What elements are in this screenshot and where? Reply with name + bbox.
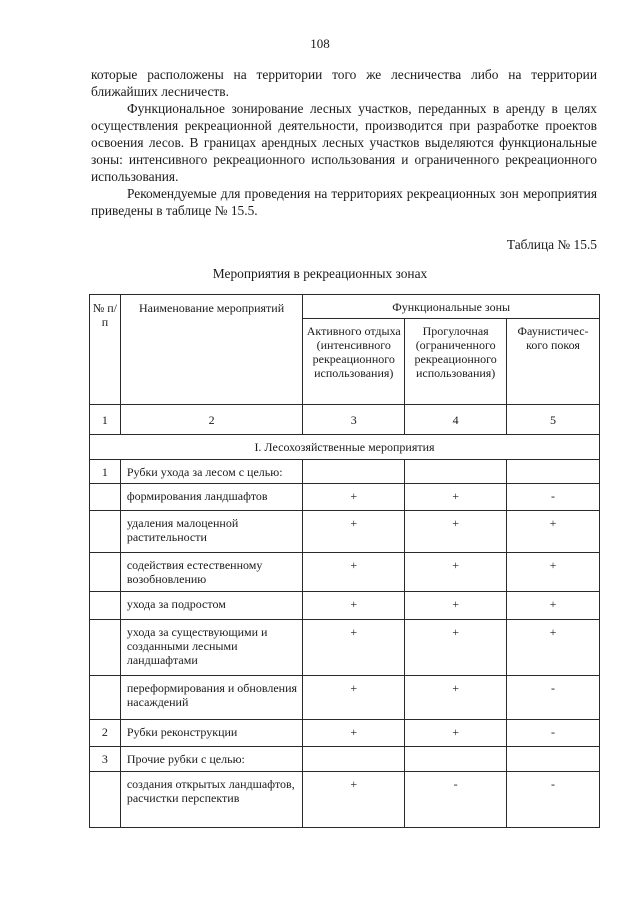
row-zone-fauna: -: [507, 720, 600, 747]
row-zone-active: +: [303, 772, 405, 828]
paragraph-recommendation: Рекомендуемые для проведения на территориях рекреационных зон мероприятия приведены в таблице № 15.5.: [91, 186, 597, 218]
column-number: 1: [90, 405, 121, 435]
row-zone-fauna: +: [507, 592, 600, 620]
row-zone-active: +: [303, 553, 405, 592]
row-name: создания открытых ландшафтов, расчистки перспектив: [120, 772, 302, 828]
row-zone-fauna: +: [507, 553, 600, 592]
measures-table: [89, 294, 600, 828]
header-zones: Функциональные зоны: [303, 295, 600, 319]
row-zone-fauna: +: [507, 511, 600, 553]
row-num: [90, 592, 121, 620]
row-name: Рубки реконструкции: [120, 720, 302, 747]
row-name: переформирования и обновления насаждений: [120, 676, 302, 720]
header-num: № п/п: [90, 295, 121, 405]
column-number: 5: [507, 405, 600, 435]
row-zone-walking: +: [405, 511, 507, 553]
row-zone-walking: [405, 747, 507, 772]
row-zone-fauna: [507, 460, 600, 484]
row-num: [90, 772, 121, 828]
row-zone-walking: +: [405, 620, 507, 676]
column-number: 4: [405, 405, 507, 435]
row-num: [90, 676, 121, 720]
column-numbering-row: [90, 405, 600, 435]
row-num: [90, 511, 121, 553]
row-zone-walking: -: [405, 772, 507, 828]
table-row: [90, 460, 600, 484]
row-name: Рубки ухода за лесом с целью:: [120, 460, 302, 484]
paragraph-continuation: которые расположены на территории того же лесничества либо на территории ближайших лесничеств.: [91, 67, 597, 99]
row-name: ухода за подростом: [120, 592, 302, 620]
header-zone-fauna: Фаунистичес-кого покоя: [507, 319, 600, 405]
row-zone-walking: +: [405, 592, 507, 620]
row-num: 2: [90, 720, 121, 747]
section-row: [90, 435, 600, 460]
row-zone-active: [303, 747, 405, 772]
header-zone-walking: Прогулочная (ограниченного рекреационного использования): [405, 319, 507, 405]
table-row: [90, 747, 600, 772]
row-num: [90, 620, 121, 676]
row-num: 1: [90, 460, 121, 484]
row-zone-active: [303, 460, 405, 484]
body-text: [91, 66, 597, 219]
table-row: [90, 592, 600, 620]
row-zone-active: +: [303, 620, 405, 676]
row-zone-fauna: [507, 747, 600, 772]
table-row: [90, 511, 600, 553]
table-label: Таблица № 15.5: [506, 237, 597, 252]
row-zone-fauna: +: [507, 620, 600, 676]
row-name: содействия естественному возобновлению: [120, 553, 302, 592]
row-zone-walking: +: [405, 553, 507, 592]
row-num: 3: [90, 747, 121, 772]
row-zone-walking: [405, 460, 507, 484]
row-zone-walking: +: [405, 720, 507, 747]
header-zone-active: Активного отдыха (интенсивного рекреационного использования): [303, 319, 405, 405]
column-number: 2: [120, 405, 302, 435]
row-zone-active: +: [303, 484, 405, 511]
row-zone-active: +: [303, 676, 405, 720]
table-row: [90, 620, 600, 676]
table-row: [90, 720, 600, 747]
row-zone-fauna: -: [507, 772, 600, 828]
row-num: [90, 553, 121, 592]
row-zone-walking: +: [405, 484, 507, 511]
table-row: [90, 772, 600, 828]
table-title: Мероприятия в рекреационных зонах: [212, 266, 428, 281]
row-zone-fauna: -: [507, 676, 600, 720]
paragraph-zoning: Функциональное зонирование лесных участков, переданных в аренду в целях осуществления рекреационной деятельности, производится при разработке проектов освоения лесов. В границах арендных лесных участков выделяются функциональные зоны: интенсивного рекреационного использования и ограниченного рекреационного использования.: [91, 101, 597, 184]
row-zone-walking: +: [405, 676, 507, 720]
row-name: удаления малоценной растительности: [120, 511, 302, 553]
row-zone-fauna: -: [507, 484, 600, 511]
table-row: [90, 553, 600, 592]
row-zone-active: +: [303, 592, 405, 620]
row-zone-active: +: [303, 720, 405, 747]
row-name: ухода за существующими и созданными лесными ландшафтами: [120, 620, 302, 676]
table-row: [90, 484, 600, 511]
row-name: Прочие рубки с целью:: [120, 747, 302, 772]
row-name: формирования ландшафтов: [120, 484, 302, 511]
row-num: [90, 484, 121, 511]
page-number: 108: [310, 36, 330, 51]
header-name: Наименование мероприятий: [120, 295, 302, 405]
row-zone-active: +: [303, 511, 405, 553]
column-number: 3: [303, 405, 405, 435]
section-title: I. Лесохозяйственные мероприятия: [90, 435, 600, 460]
table-row: [90, 676, 600, 720]
